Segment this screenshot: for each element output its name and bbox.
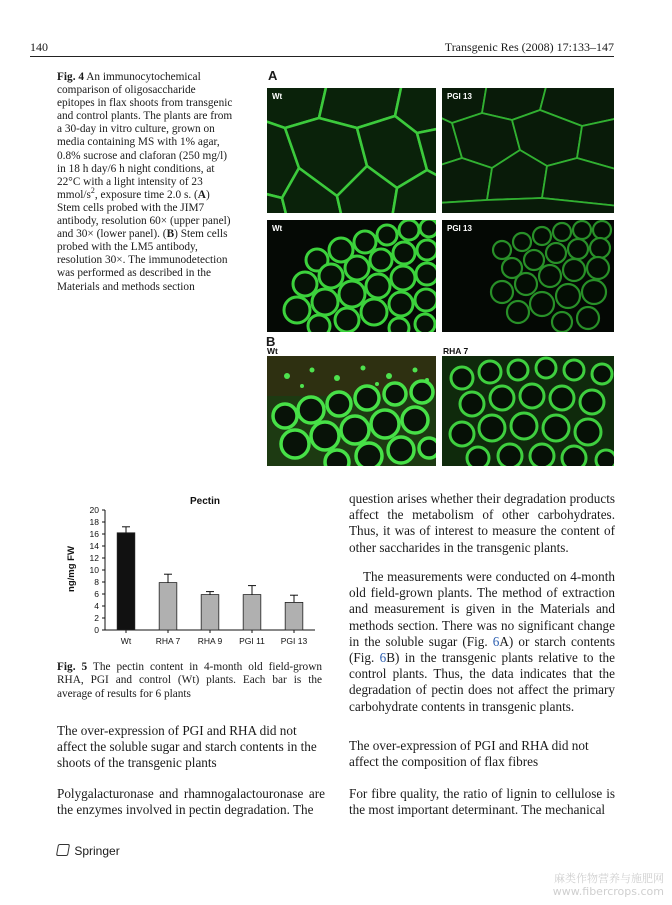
section-heading-sugar-starch: The over-expression of PGI and RHA did not affect the soluble sugar and starch contents in the shoots of the transgenic plants [57,723,317,771]
chart-y-axis-label: ng/mg FW [66,546,77,592]
micrograph-image [267,88,436,213]
bar-rha-9 [201,595,219,630]
watermark-line-1: 麻类作物营养与施肥网 [554,872,664,885]
y-tick-label: 0 [94,625,99,635]
panel-b-letter: B [266,334,276,349]
y-tick-label: 14 [89,541,99,551]
figure-4-caption [57,71,235,294]
x-tick-label: RHA 7 [155,636,181,646]
pectin-chart [57,494,319,654]
publisher-name: Springer [74,844,120,858]
y-tick-label: 16 [89,529,99,539]
figure-4-caption-intro: An immunocytochemical comparison of oligosaccharide epitopes in flax shoots from transgenic and control plants. The plants are from a 30-day in vitro culture, grown on media containing MS with 1% agar, 0.8% sucrose and claforan (250 mg/l) in 18 h day/6 h night conditions, at 22°C with a light intensity of 23 mmol/s [57,71,233,201]
micrograph-a-bottom-pgi13 [442,220,614,332]
y-tick-label: 12 [89,553,99,563]
x-tick-label: Wt [120,636,132,646]
x-tick-label: RHA 9 [197,636,223,646]
panel-label-a-top-right: PGI 13 [447,92,472,101]
page-number: 140 [30,40,48,54]
paragraph-2-part-a: The measurements were conducted on 4-month old field-grown plants. The method of extraction and measurement is given in the Materials and methods section. There was no significant change in the soluble sugar (Fig. [349,569,615,649]
panel-label-a-bottom-right: PGI 13 [447,224,472,233]
figure-4-caption-a-text: ) Stem cells probed with the JIM7 antibody, resolution 60× (upper panel) and 30× (lower panel). ( [57,188,231,241]
y-tick-label: 2 [94,613,99,623]
publisher-footer [57,844,120,858]
figure-4-caption-a: A [197,188,206,201]
figure-6-link-b[interactable]: 6 [379,650,387,666]
y-tick-label: 18 [89,517,99,527]
panel-label-b-right: RHA 7 [443,346,469,356]
bar-pgi-11 [243,595,261,630]
left-column-paragraph: Polygalacturonase and rhamnogalactouronase are the enzymes involved in pectin degradation. The [57,786,325,818]
bar-rha-7 [159,583,177,630]
micrograph-a-bottom-wt [267,220,436,332]
paragraph-2-part-b: A) or starch contents (Fig. [349,633,615,666]
x-tick-label: PGI 11 [239,636,265,646]
figure-5-caption [57,661,322,701]
figure-4-caption-b: B [166,228,175,241]
figure-6-link-a[interactable]: 6 [492,633,500,649]
micrograph-image [442,220,614,332]
bar-wt [117,533,135,630]
figure-5-label: Fig. 5 [57,661,88,673]
panel-label-b-left: Wt [267,346,278,356]
right-column-paragraph-1: question arises whether their degradation products affect the metabolism of other carbohydrates. Thus, it was of interest to measure the content of other saccharides in the transgenic plants. [349,491,615,555]
micrograph-a-top-wt [267,88,436,213]
figure-5-caption-text: The pectin content in 4-month old field-grown RHA, PGI and control (Wt) plants. Each bar is the average of results for 6 plants [57,661,322,700]
panel-a-letter: A [268,68,278,83]
y-tick-label: 8 [94,577,99,587]
header-rule [30,56,614,57]
panel-label-a-bottom-left: Wt [272,224,283,233]
figure-4-caption-exposure: , exposure time 2.0 s. ( [94,188,198,201]
figure-4-caption-b-text: ) Stem cells probed with the LM5 antibody, resolution 30×. The immunodetection was performed as described in the Materials and methods section [57,228,228,293]
y-tick-label: 6 [94,589,99,599]
micrograph-b-rha7 [442,356,614,466]
micrograph-image [267,220,436,332]
section-heading-fibres: The over-expression of PGI and RHA did not affect the composition of flax fibres [349,738,589,770]
journal-reference: Transgenic Res (2008) 17:133–147 [444,40,614,54]
micrograph-image [267,356,436,466]
x-tick-label: PGI 13 [280,636,308,646]
right-column-paragraph-2 [349,569,615,715]
paragraph-2-part-c: B) in the transgenic plants relative to the control plants. Thus, the data indicates that the degradation of pectin does not affect the primary carbohydrate contents in transgenic plants. [349,650,616,714]
bar-pgi-13 [285,602,303,630]
micrograph-image [442,88,614,213]
micrograph-b-wt [267,356,436,466]
watermark-line-2: www.fibercrops.com [552,885,664,898]
micrograph-a-top-pgi13 [442,88,614,213]
watermark [553,872,664,898]
right-column-paragraph-3: For fibre quality, the ratio of lignin to cellulose is the most important determinant. The mechanical [349,786,615,818]
figure-4-label: Fig. 4 [57,71,84,83]
y-tick-label: 4 [94,601,99,611]
micrograph-image [442,356,614,466]
y-tick-label: 20 [89,505,99,515]
figure-4-caption-sup: 2 [90,186,95,196]
y-tick-label: 10 [89,565,99,575]
pectin-chart-svg [57,494,319,654]
chart-title: Pectin [189,496,221,507]
springer-logo-icon [56,844,70,856]
panel-label-a-top-left: Wt [272,92,283,101]
